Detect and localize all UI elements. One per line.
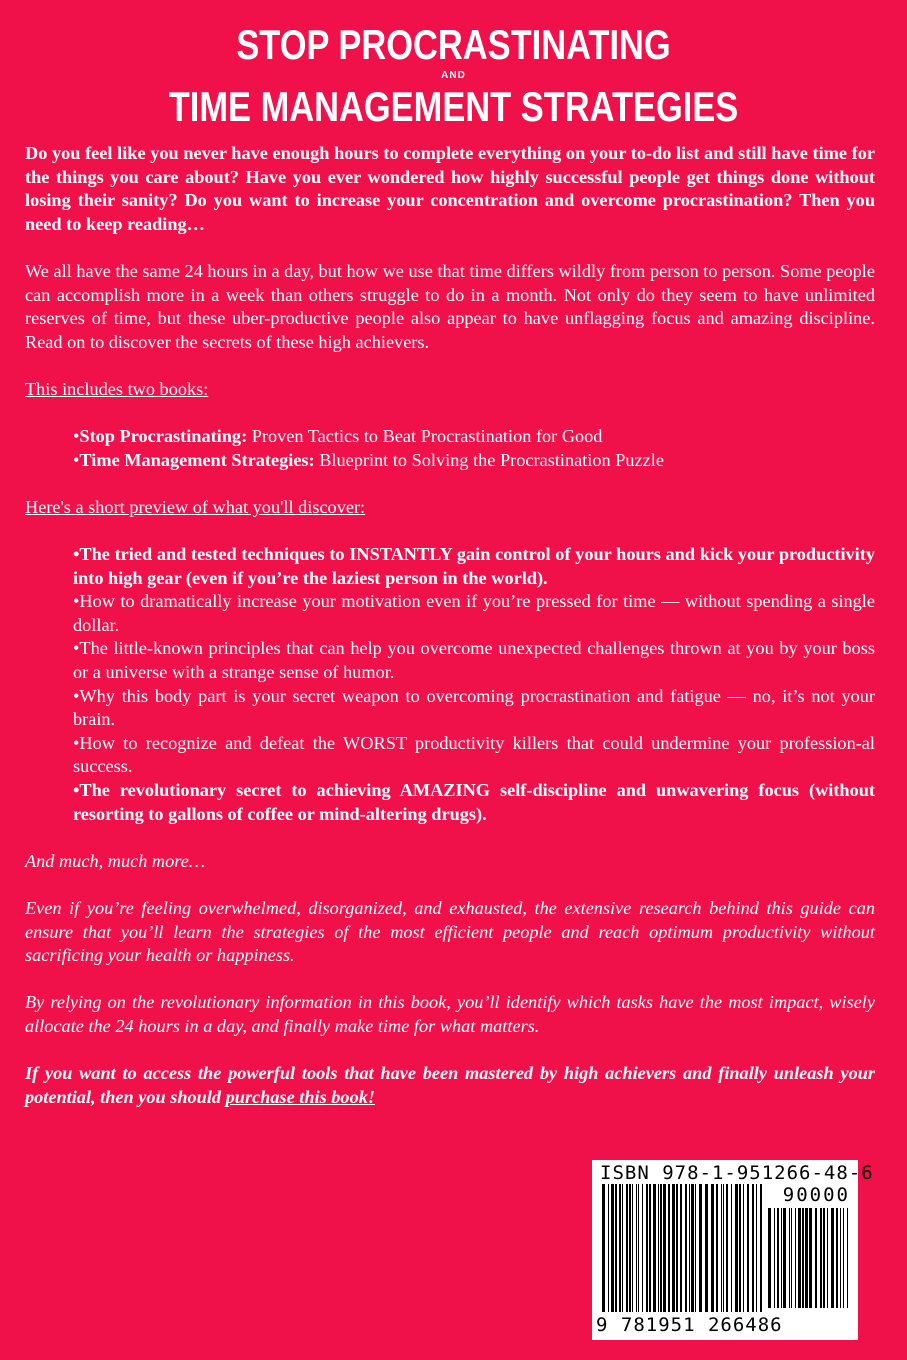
purchase-link[interactable]: purchase this book! [225,1086,375,1107]
bullet: • [73,426,80,447]
book-subtitle: Blueprint to Solving the Procrastination Puzzle [314,449,664,470]
addon-barcode-bars [768,1208,848,1308]
bullet: • [73,449,80,470]
description-paragraph: We all have the same 24 hours in a day, but how we use that time differs wildly from person to person. Some people can accomplish more in a week than others struggle to do in a month. Not only do they seem to have unlimited reserves of time, but these uber-productive people also appear to have unflagging focus and amazing discipline. Read on to discover the secrets of these high achievers. [25,260,875,352]
book-list [25,425,875,472]
and-label: AND [441,70,466,81]
book-item [73,449,875,473]
book-title: Time Management Strategies: [79,449,315,470]
intro-paragraph: Do you feel like you never have enough hours to complete everything on your to-do list and still have time for the things you care about? Have you ever wondered how highly successful people get things done without losing their sanity? Do you want to increase your concentration and overcome procrastination? Then you need to keep reading… [25,143,875,234]
preview-heading: Here's a short preview of what you'll discover: [25,496,366,517]
ean-barcode-bars [602,1184,762,1312]
closing-text: If you want to access the powerful tools that have been mastered by high achievers and finally unleash your potential, then you should [25,1063,875,1107]
bullet: • [73,638,80,659]
bullet: • [73,732,80,753]
book-item [73,425,875,449]
preview-item-text: The little-known principles that can help you overcome unexpected challenges thrown at you by your boss or a universe with a strange sense of humor. [73,638,875,683]
price-code: 90000 [782,1184,850,1206]
preview-item [73,779,875,826]
book-title: Stop Procrastinating: [79,426,248,447]
isbn-barcode [592,1160,874,1340]
book-subtitle: Proven Tactics to Beat Procrastination for Good [247,426,603,447]
preview-item-text: How to dramatically increase your motivation even if you’re pressed for time — without spending a single dollar. [73,591,875,635]
preview-item-text: How to recognize and defeat the WORST productivity killers that could undermine your profession-al success. [73,732,875,777]
cover-header [0,22,907,130]
title-line-1: STOP PROCRASTINATING [236,21,671,68]
bullet: • [73,544,80,565]
preview-item [73,637,875,684]
isbn-label: ISBN 978-1-951266-48-6 [600,1162,874,1184]
preview-list [25,543,875,826]
back-cover-text [25,142,875,1109]
italic-paragraph-2: By relying on the revolutionary information in this book, you’ll identify which tasks have the most impact, wisely allocate the 24 hours in a day, and finally make time for what matters. [25,992,875,1036]
preview-item-text: Why this body part is your secret weapon to overcoming procrastination and fatigue — no, it’s not your brain. [73,685,875,730]
preview-item [73,590,875,637]
preview-item-text: The tried and tested techniques to INSTANTLY gain control of your hours and kick your productivity into high gear (even if you’re the laziest person in the world). [73,544,875,588]
bullet: • [73,780,80,801]
and-more-text: And much, much more… [25,850,206,871]
preview-item-text: The revolutionary secret to achieving AMAZING self-discipline and unwavering focus (without resorting to gallons of coffee or mind-altering drugs). [73,780,875,824]
title-line-2: TIME MANAGEMENT STRATEGIES [168,83,739,130]
bullet: • [73,591,80,612]
italic-paragraph-1: Even if you’re feeling overwhelmed, disorganized, and exhausted, the extensive research behind this guide can ensure that you’ll learn the strategies of the most efficient people and reach optimum productivity without sacrificing your health or happiness. [25,898,875,966]
includes-heading: This includes two books: [25,378,209,399]
preview-item [73,732,875,779]
bullet: • [73,685,80,706]
preview-item [73,685,875,732]
preview-item [73,543,875,590]
ean-digits: 9 781951 266486 [596,1314,783,1336]
closing-paragraph [25,1062,875,1109]
